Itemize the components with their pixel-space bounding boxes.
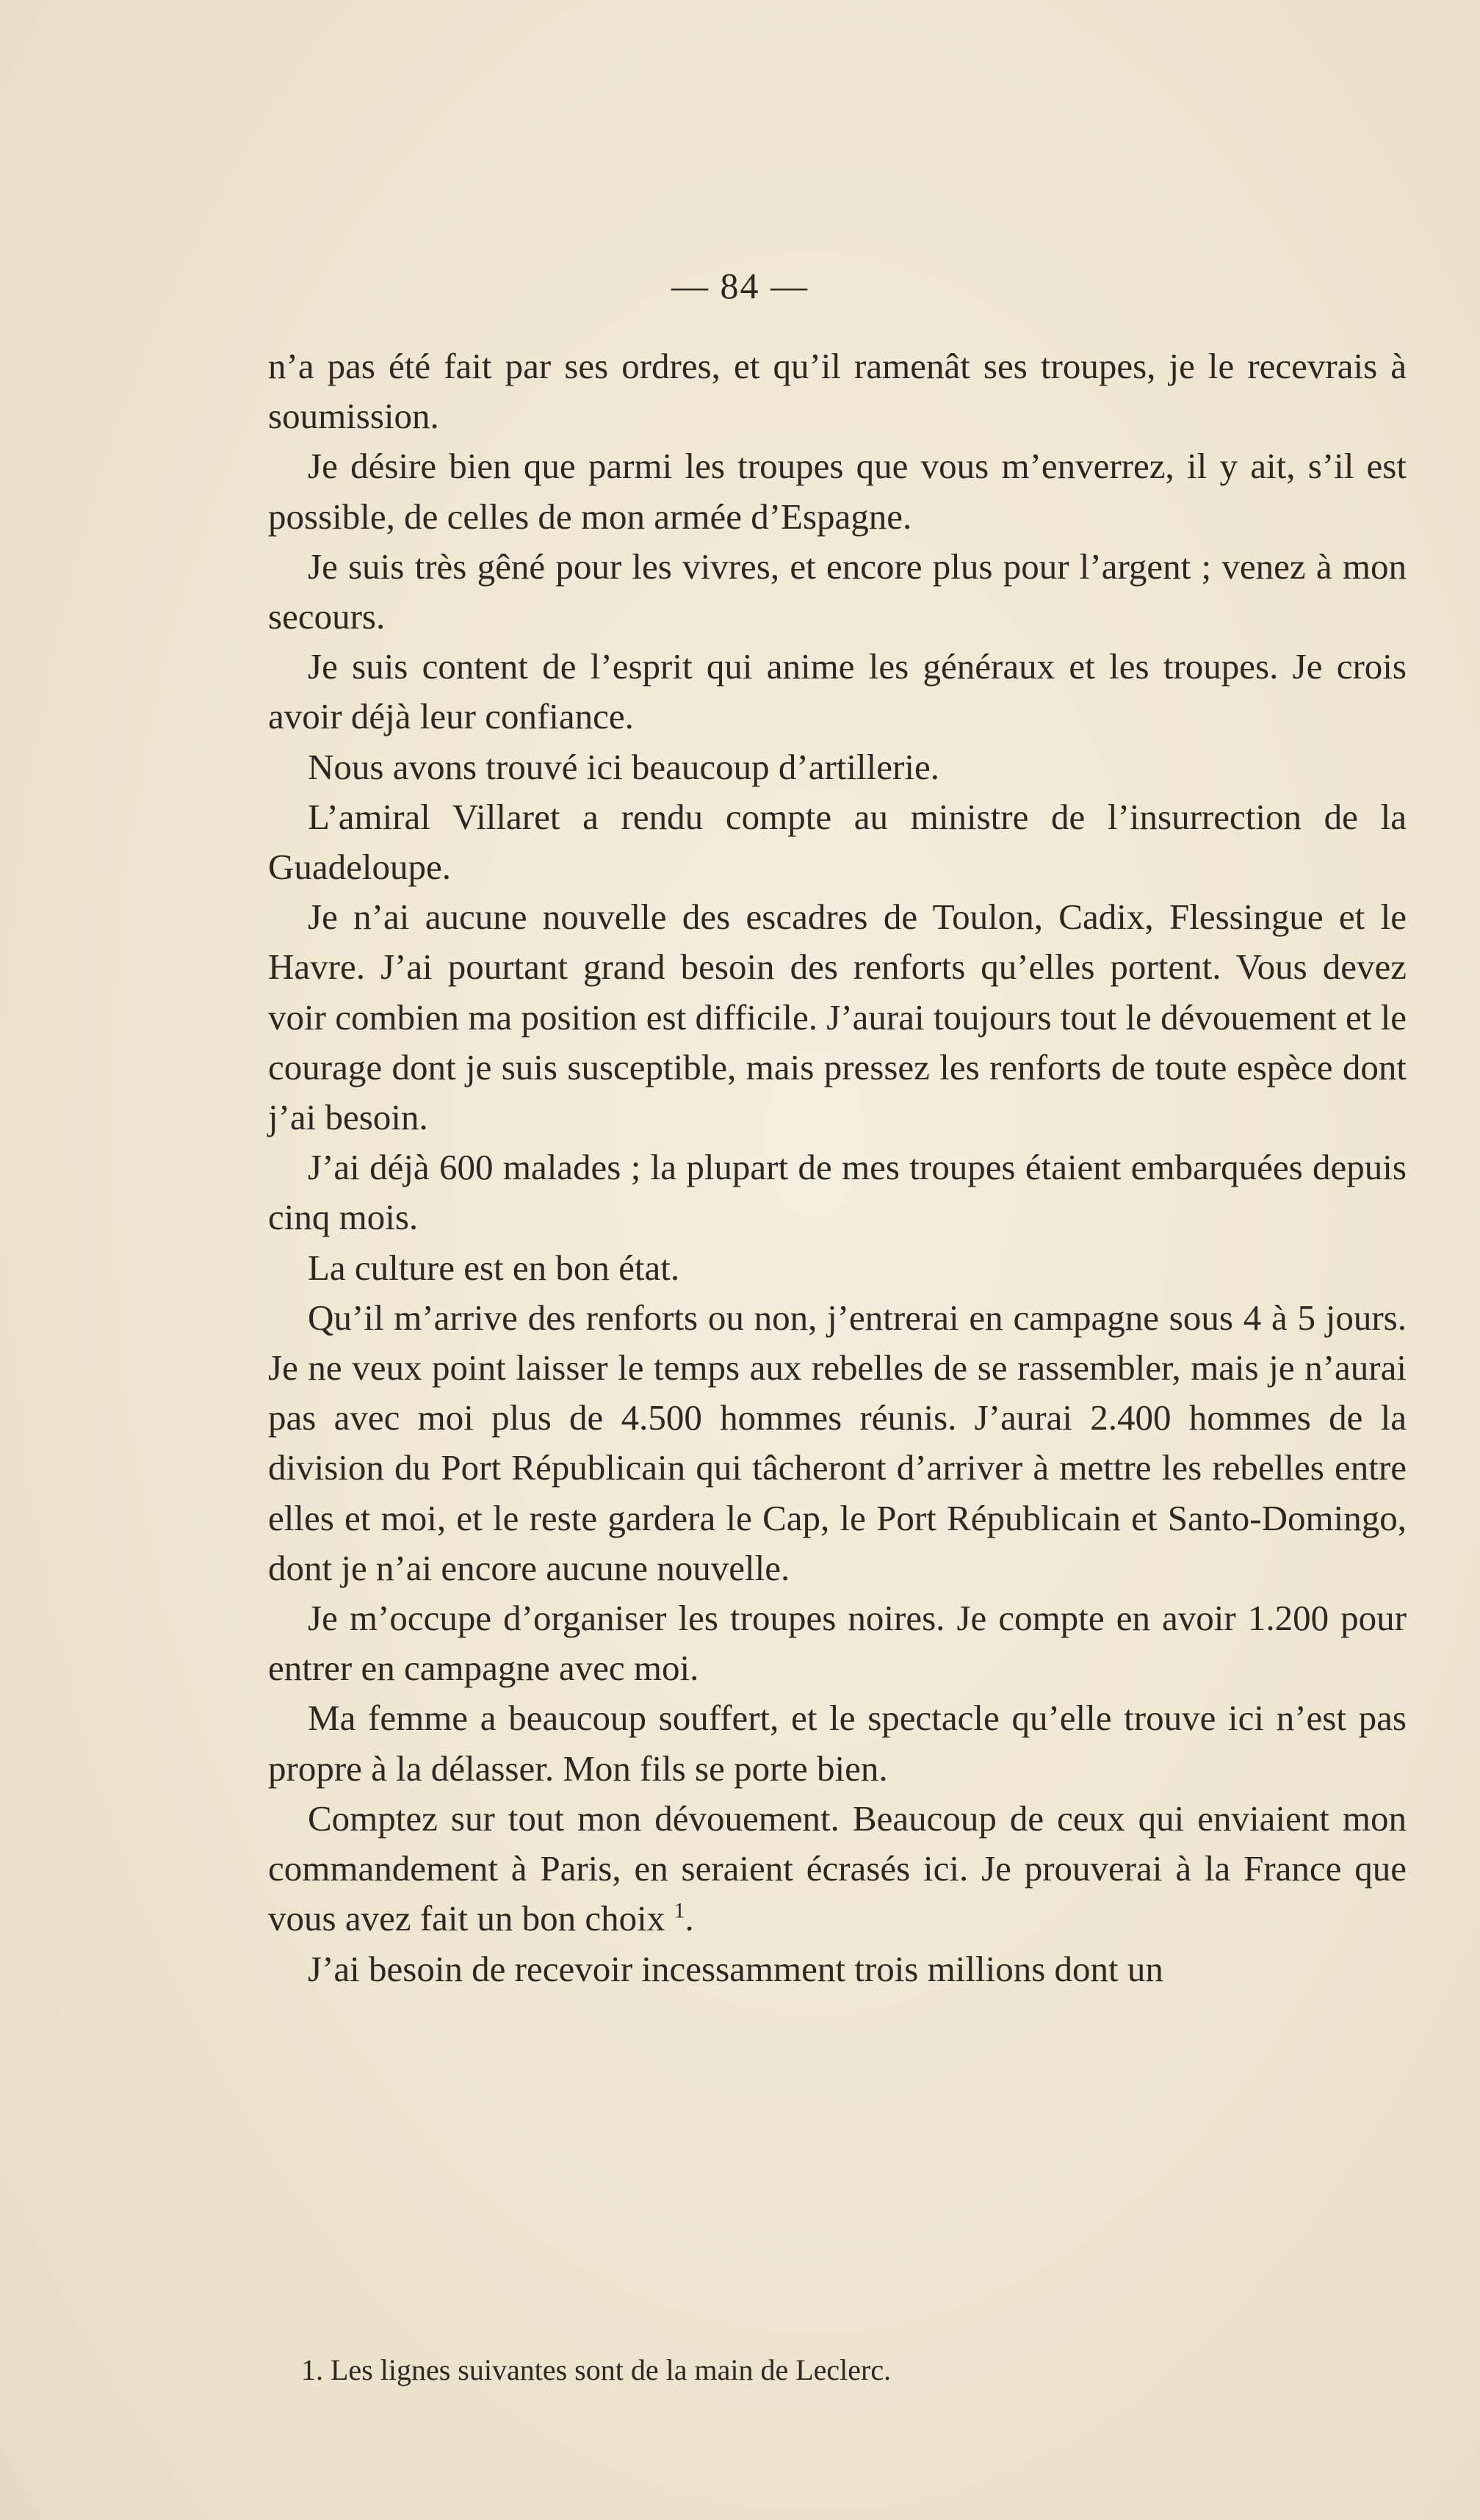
- paragraph: Je suis très gêné pour les vivres, et encore plus pour l’argent ; venez à mon secours.: [268, 546, 1407, 637]
- paragraph: Nous avons trouvé ici beaucoup d’artillerie.: [308, 746, 939, 787]
- paragraph: J’ai besoin de recevoir incessamment trois millions dont un: [308, 1948, 1163, 1989]
- paragraph-text: Comptez sur tout mon dévouement. Beaucoup de ceux qui enviaient mon commandement à Paris, en seraient écrasés ici. Je prouverai à la France que vous avez fait un bon choix: [268, 1797, 1407, 1939]
- paragraph: Je n’ai aucune nouvelle des escadres de Toulon, Cadix, Flessingue et le Havre. J’ai pourtant grand besoin des renforts qu’elles portent. Vous devez voir combien ma position est difficile. J’aurai toujours tout le dévouement et le courage dont je suis susceptible, mais pressez les renforts de toute espèce dont j’ai besoin.: [268, 897, 1407, 1138]
- paragraph: L’amiral Villaret a rendu compte au ministre de l’insurrection de la Guadeloupe.: [268, 796, 1407, 888]
- paragraph-end-punctuation: .: [685, 1898, 694, 1939]
- body-text: [268, 341, 1407, 1994]
- paragraph: Qu’il m’arrive des renforts ou non, j’entrerai en campagne sous 4 à 5 jours. Je ne veux point laisser le temps aux rebelles de se rassembler, mais je n’aurai pas avec moi plus de 4.500 hommes réunis. J’aurai 2.400 hommes de la division du Port Républicain qui tâcheront d’arriver à mettre les rebelles entre elles et moi, et le reste gardera le Cap, le Port Républicain et Santo-Domingo, dont je n’ai encore aucune nouvelle.: [268, 1297, 1407, 1588]
- paragraph: Je suis content de l’esprit qui anime les généraux et les troupes. Je crois avoir déjà leur confiance.: [268, 646, 1407, 737]
- paragraph: Je désire bien que parmi les troupes que vous m’enverrez, il y ait, s’il est possible, de celles de mon armée d’Espagne.: [268, 446, 1407, 537]
- paragraph: J’ai déjà 600 malades ; la plupart de mes troupes étaient embarquées depuis cinq mois.: [268, 1147, 1407, 1238]
- paragraph: [268, 1794, 1407, 1944]
- paragraph: La culture est en bon état.: [308, 1247, 680, 1288]
- paragraph: Ma femme a beaucoup souffert, et le spectacle qu’elle trouve ici n’est pas propre à la délasser. Mon fils se porte bien.: [268, 1698, 1407, 1789]
- footnote: 1. Les lignes suivantes sont de la main de Leclerc.: [301, 2353, 892, 2386]
- page-number: — 84 —: [671, 265, 809, 306]
- paragraph: Je m’occupe d’organiser les troupes noires. Je compte en avoir 1.200 pour entrer en campagne avec moi.: [268, 1598, 1407, 1689]
- paragraph: n’a pas été fait par ses ordres, et qu’il ramenât ses troupes, je le recevrais à soumission.: [268, 346, 1407, 437]
- footnote-reference[interactable]: 1: [674, 1898, 685, 1923]
